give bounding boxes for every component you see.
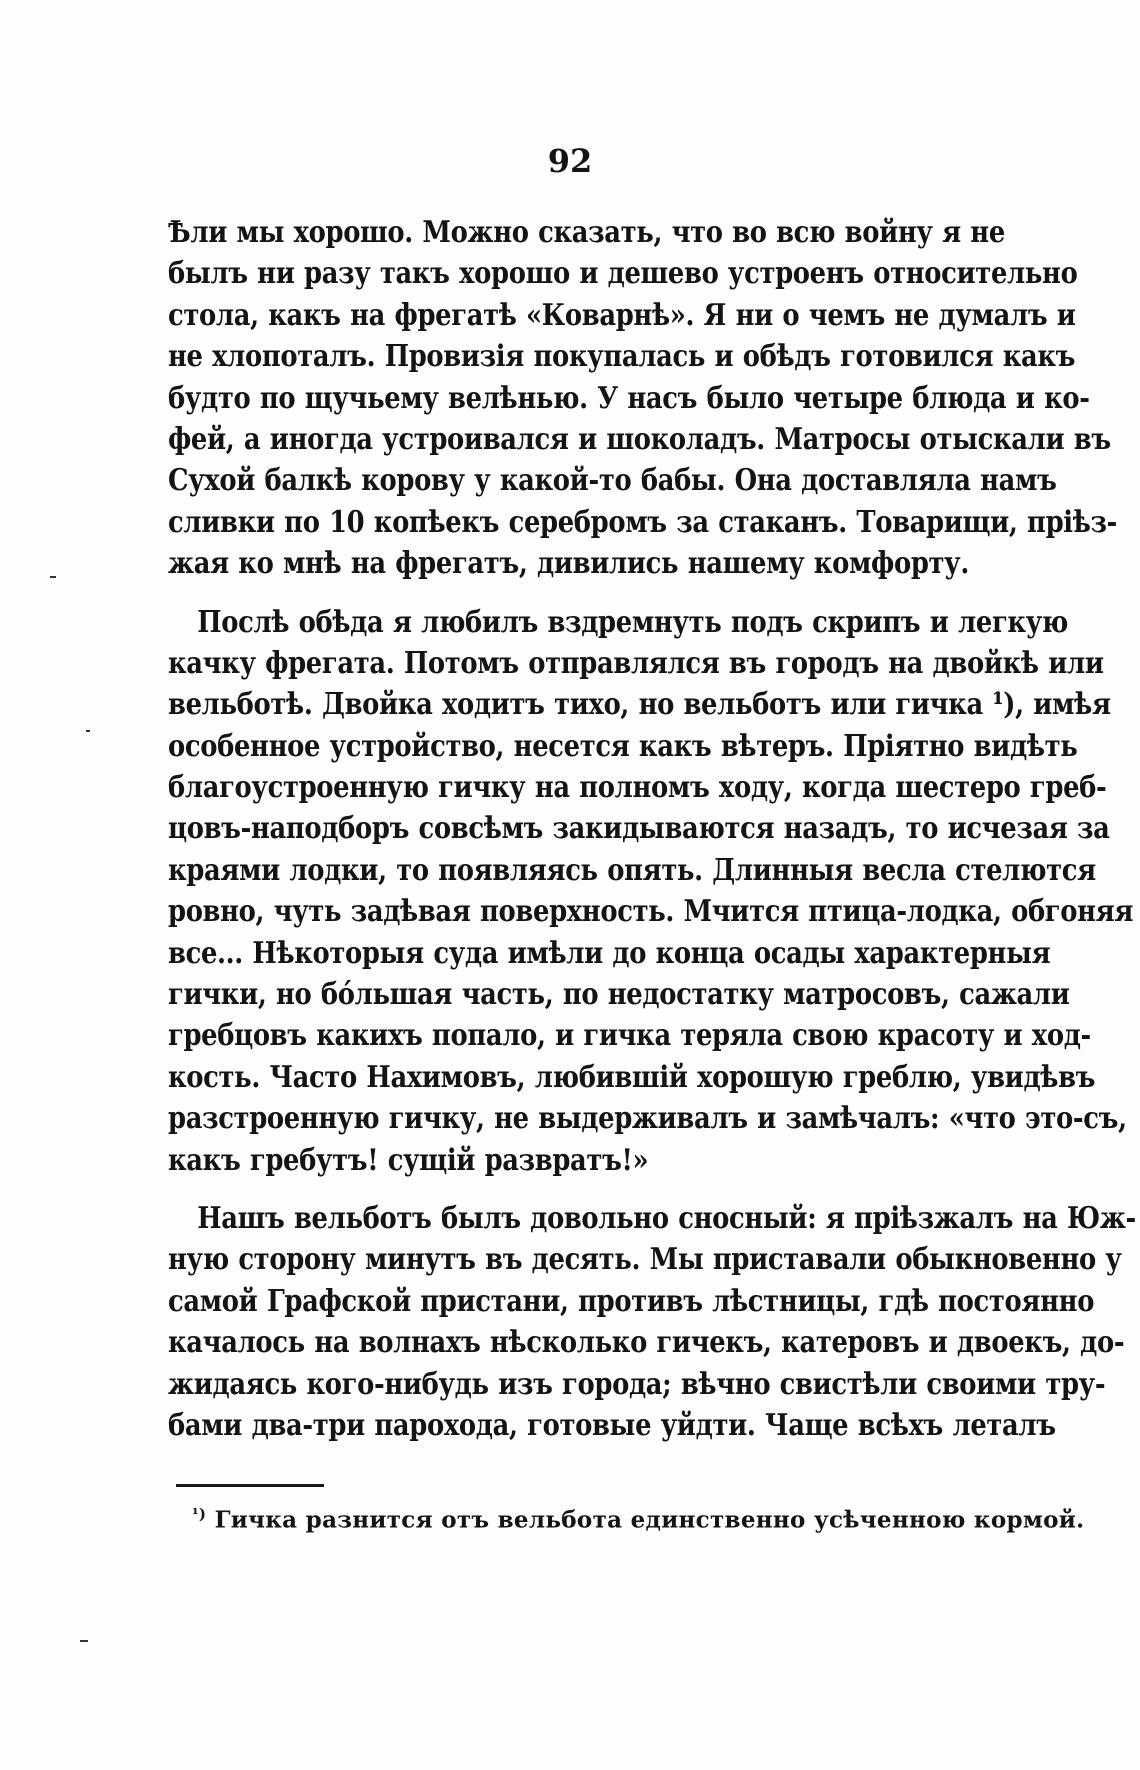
text-line: не хлопоталъ. Провизія покупалась и обѣдъ готовился какъ bbox=[168, 339, 1076, 375]
text-line: разстроенную гичку, не выдерживалъ и замѣчалъ: «что это-съ, bbox=[168, 1101, 1127, 1137]
text-line: самой Графской пристани, противъ лѣстницы, гдѣ постоянно bbox=[168, 1283, 1095, 1319]
text-line: вельботѣ. Двойка ходитъ тихо, но вельботъ или гичка ¹), имѣя bbox=[168, 687, 1111, 723]
text-line: гребцовъ какихъ попало, и гичка теряла свою красоту и ход- bbox=[168, 1018, 1091, 1054]
text-line: особенное устройство, несется какъ вѣтеръ. Пріятно видѣть bbox=[168, 728, 1078, 764]
margin-mark bbox=[86, 730, 90, 732]
text-line: Нашъ вельботъ былъ довольно сносный: я пріѣзжалъ на Юж- bbox=[197, 1200, 1136, 1236]
text-line: ную сторону минутъ въ десять. Мы приставали обыкновенно у bbox=[168, 1242, 1122, 1278]
text-line: жидаясь кого-нибудь изъ города; вѣчно свистѣли своими тру- bbox=[168, 1366, 1106, 1402]
text-line: бами два-три парохода, готовые уйдти. Чаще всѣхъ леталъ bbox=[168, 1407, 1056, 1443]
text-line: краями лодки, то появляясь опять. Длинныя весла стелются bbox=[168, 852, 1096, 888]
footnote bbox=[192, 1505, 1084, 1534]
footnote-marker: ¹) bbox=[192, 1505, 207, 1523]
text-line: жая ко мнѣ на фрегатъ, дивились нашему комфорту. bbox=[168, 546, 969, 582]
text-line: былъ ни разу такъ хорошо и дешево устроенъ относительно bbox=[168, 256, 1078, 292]
footnote-rule bbox=[176, 1484, 324, 1487]
body-text bbox=[168, 212, 1136, 1446]
paragraph-3 bbox=[168, 1198, 1136, 1446]
text-line: Послѣ обѣда я любилъ вздремнуть подъ скрипъ и легкую bbox=[197, 604, 1068, 640]
text-line: ровно, чуть задѣвая поверхность. Мчится птица-лодка, обгоняя bbox=[168, 894, 1134, 930]
text-line: благоустроенную гичку на полномъ ходу, когда шестеро греб- bbox=[168, 770, 1107, 806]
text-line: какъ гребутъ! сущій развратъ!» bbox=[168, 1142, 649, 1178]
text-line: кость. Часто Нахимовъ, любившій хорошую греблю, увидѣвъ bbox=[168, 1059, 1096, 1095]
text-line: сливки по 10 копѣекъ серебромъ за стаканъ. Товарищи, пріѣз- bbox=[168, 504, 1118, 540]
text-line: качалось на волнахъ нѣсколько гичекъ, катеровъ и двоекъ, до- bbox=[168, 1325, 1125, 1361]
text-line: качку фрегата. Потомъ отправлялся въ городъ на двойкѣ или bbox=[168, 645, 1104, 681]
text-line: цовъ-наподборъ совсѣмъ закидываются назадъ, то исчезая за bbox=[168, 811, 1110, 847]
margin-mark bbox=[80, 1640, 88, 1642]
text-line: Сухой балкѣ корову у какой-то бабы. Она доставляла намъ bbox=[168, 463, 1057, 499]
paragraph-1 bbox=[168, 212, 1118, 585]
margin-mark bbox=[50, 576, 56, 578]
footnote-text: Гичка разнится отъ вельбота единственно усѣченною кормой. bbox=[214, 1506, 1085, 1534]
text-line: будто по щучьему велѣнью. У насъ было четыре блюда и ко- bbox=[168, 380, 1090, 416]
text-line: все... Нѣкоторыя суда имѣли до конца осады характерныя bbox=[168, 935, 1051, 971]
page-number: 92 bbox=[547, 142, 593, 180]
text-line: фей, а иногда устроивался и шоколадъ. Матросы отыскали въ bbox=[168, 421, 1111, 457]
paragraph-2 bbox=[168, 602, 1134, 1181]
text-line: гички, но бо́льшая часть, по недостатку матросовъ, сажали bbox=[168, 977, 1070, 1013]
text-line: Ѣли мы хорошо. Можно сказать, что во всю войну я не bbox=[168, 215, 1005, 250]
text-line: стола, какъ на фрегатѣ «Коварнѣ». Я ни о чемъ не думалъ и bbox=[168, 297, 1076, 333]
